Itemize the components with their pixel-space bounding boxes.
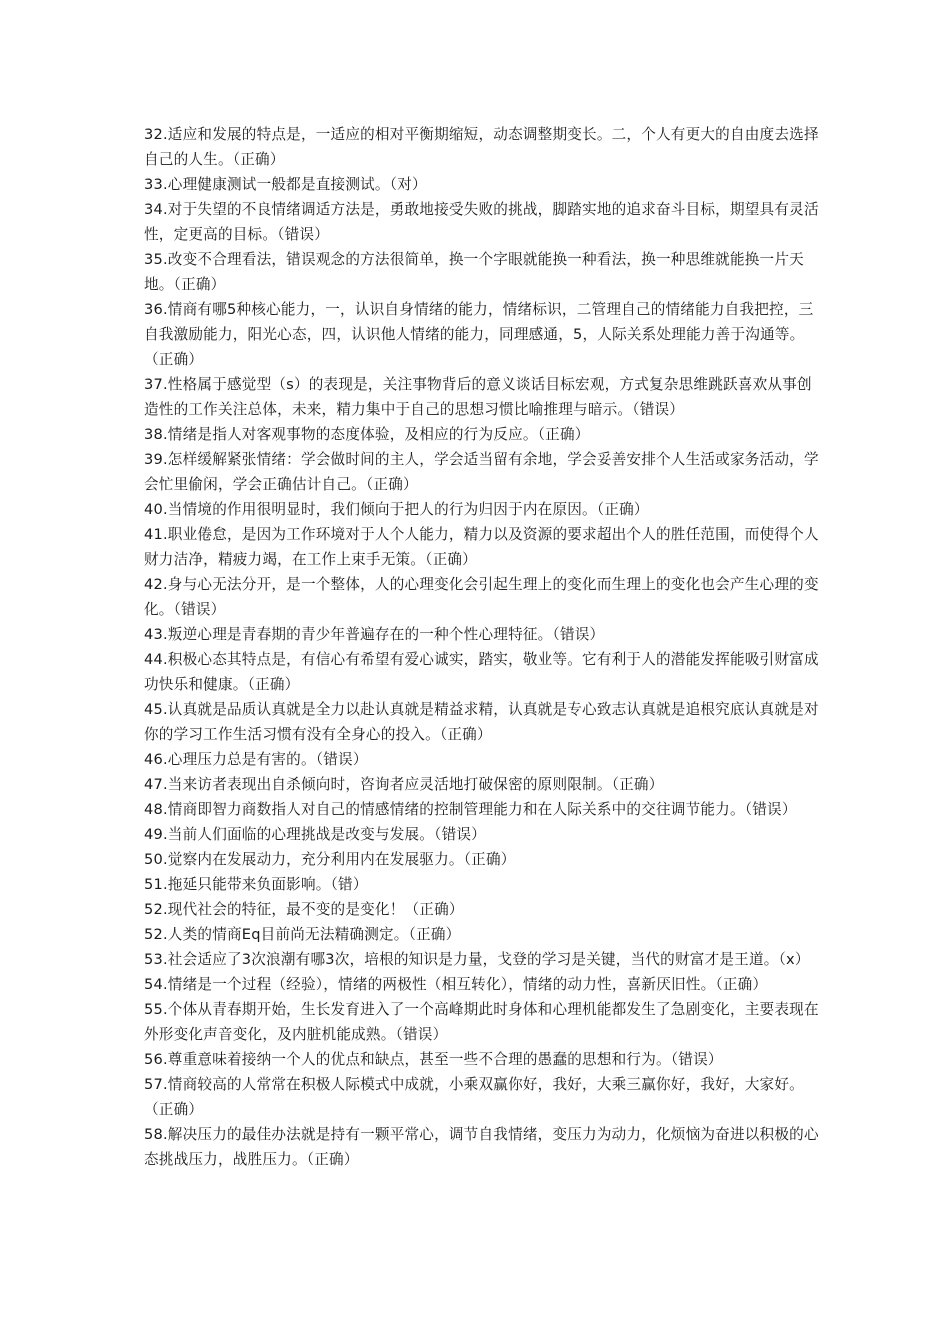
list-item: 54.情绪是一个过程（经验），情绪的两极性（相互转化），情绪的动力性，喜新厌旧性。（正确） (144, 976, 768, 993)
list-item: 47.当来访者表现出自杀倾向时，咨询者应灵活地打破保密的原则限制。（正确） (144, 776, 664, 793)
list-item: 37.性格属于感觉型（s）的表现是，关注事物背后的意义谈话目标宏观，方式复杂思维跳跃喜欢从事创造性的工作关注总体，未来，精力集中于自己的思想习惯比喻推理与暗示。（错误） (144, 376, 812, 418)
list-item: 42.身与心无法分开，是一个整体，人的心理变化会引起生理上的变化而生理上的变化也会产生心理的变化。（错误） (144, 576, 819, 618)
list-item: 52.人类的情商Eq目前尚无法精确测定。（正确） (144, 926, 461, 943)
list-item: 55.个体从青春期开始，生长发育进入了一个高峰期此时身体和心理机能都发生了急剧变化，主要表现在外形变化声音变化，及内脏机能成熟。（错误） (144, 1001, 819, 1043)
list-item: 57.情商较高的人常常在积极人际模式中成就，小乘双赢你好，我好，大乘三赢你好，我好，大家好。（正确） (144, 1076, 804, 1118)
list-item: 39.怎样缓解紧张情绪：学会做时间的主人，学会适当留有余地，学会妥善安排个人生活或家务活动，学会忙里偷闲，学会正确估计自己。（正确） (144, 451, 819, 493)
list-item: 50.觉察内在发展动力，充分利用内在发展驱力。（正确） (144, 851, 516, 868)
list-item: 35.改变不合理看法，错误观念的方法很简单，换一个字眼就能换一种看法，换一种思维就能换一片天地。（正确） (144, 251, 804, 293)
list-item: 34.对于失望的不良情绪调适方法是，勇敢地接受失败的挑战，脚踏实地的追求奋斗目标，期望具有灵活性，定更高的目标。（错误） (144, 201, 819, 243)
document-body (144, 122, 824, 1172)
list-item: 46.心理压力总是有害的。（错误） (144, 751, 368, 768)
list-item: 41.职业倦怠，是因为工作环境对于人个人能力，精力以及资源的要求超出个人的胜任范围，而使得个人财力洁净，精疲力竭，在工作上束手无策。（正确） (144, 526, 819, 568)
list-item: 58.解决压力的最佳办法就是持有一颗平常心，调节自我情绪，变压力为动力，化烦恼为奋进以积极的心态挑战压力，战胜压力。（正确） (144, 1126, 819, 1168)
list-item: 48.情商即智力商数指人对自己的情感情绪的控制管理能力和在人际关系中的交往调节能力。（错误） (144, 801, 797, 818)
list-item: 43.叛逆心理是青春期的青少年普遍存在的一种个性心理特征。（错误） (144, 626, 605, 643)
list-item: 36.情商有哪5种核心能力，一，认识自身情绪的能力，情绪标识，二管理自己的情绪能力自我把控，三自我激励能力，阳光心态，四，认识他人情绪的能力，同理感通，5，人际关系处理能力善于沟通等。（正确） (144, 301, 814, 368)
list-item: 32.适应和发展的特点是，一适应的相对平衡期缩短，动态调整期变长。二，个人有更大的自由度去选择自己的人生。（正确） (144, 126, 819, 168)
list-item: 38.情绪是指人对客观事物的态度体验，及相应的行为反应。（正确） (144, 426, 590, 443)
list-item: 52.现代社会的特征，最不变的是变化！（正确） (144, 901, 464, 918)
list-item: 56.尊重意味着接纳一个人的优点和缺点，甚至一些不合理的愚蠢的思想和行为。（错误） (144, 1051, 723, 1068)
list-item: 45.认真就是品质认真就是全力以赴认真就是精益求精，认真就是专心致志认真就是追根究底认真就是对你的学习工作生活习惯有没有全身心的投入。（正确） (144, 701, 819, 743)
list-item: 40.当情境的作用很明显时，我们倾向于把人的行为归因于内在原因。（正确） (144, 501, 649, 518)
list-item: 44.积极心态其特点是，有信心有希望有爱心诚实，踏实，敬业等。它有利于人的潜能发挥能吸引财富成功快乐和健康。（正确） (144, 651, 819, 693)
list-item: 49.当前人们面临的心理挑战是改变与发展。（错误） (144, 826, 486, 843)
list-item: 53.社会适应了3次浪潮有哪3次，培根的知识是力量，戈登的学习是关键，当代的财富才是王道。（x） (144, 951, 810, 968)
list-item: 33.心理健康测试一般都是直接测试。（对） (144, 176, 427, 193)
list-item: 51.拖延只能带来负面影响。（错） (144, 876, 368, 893)
